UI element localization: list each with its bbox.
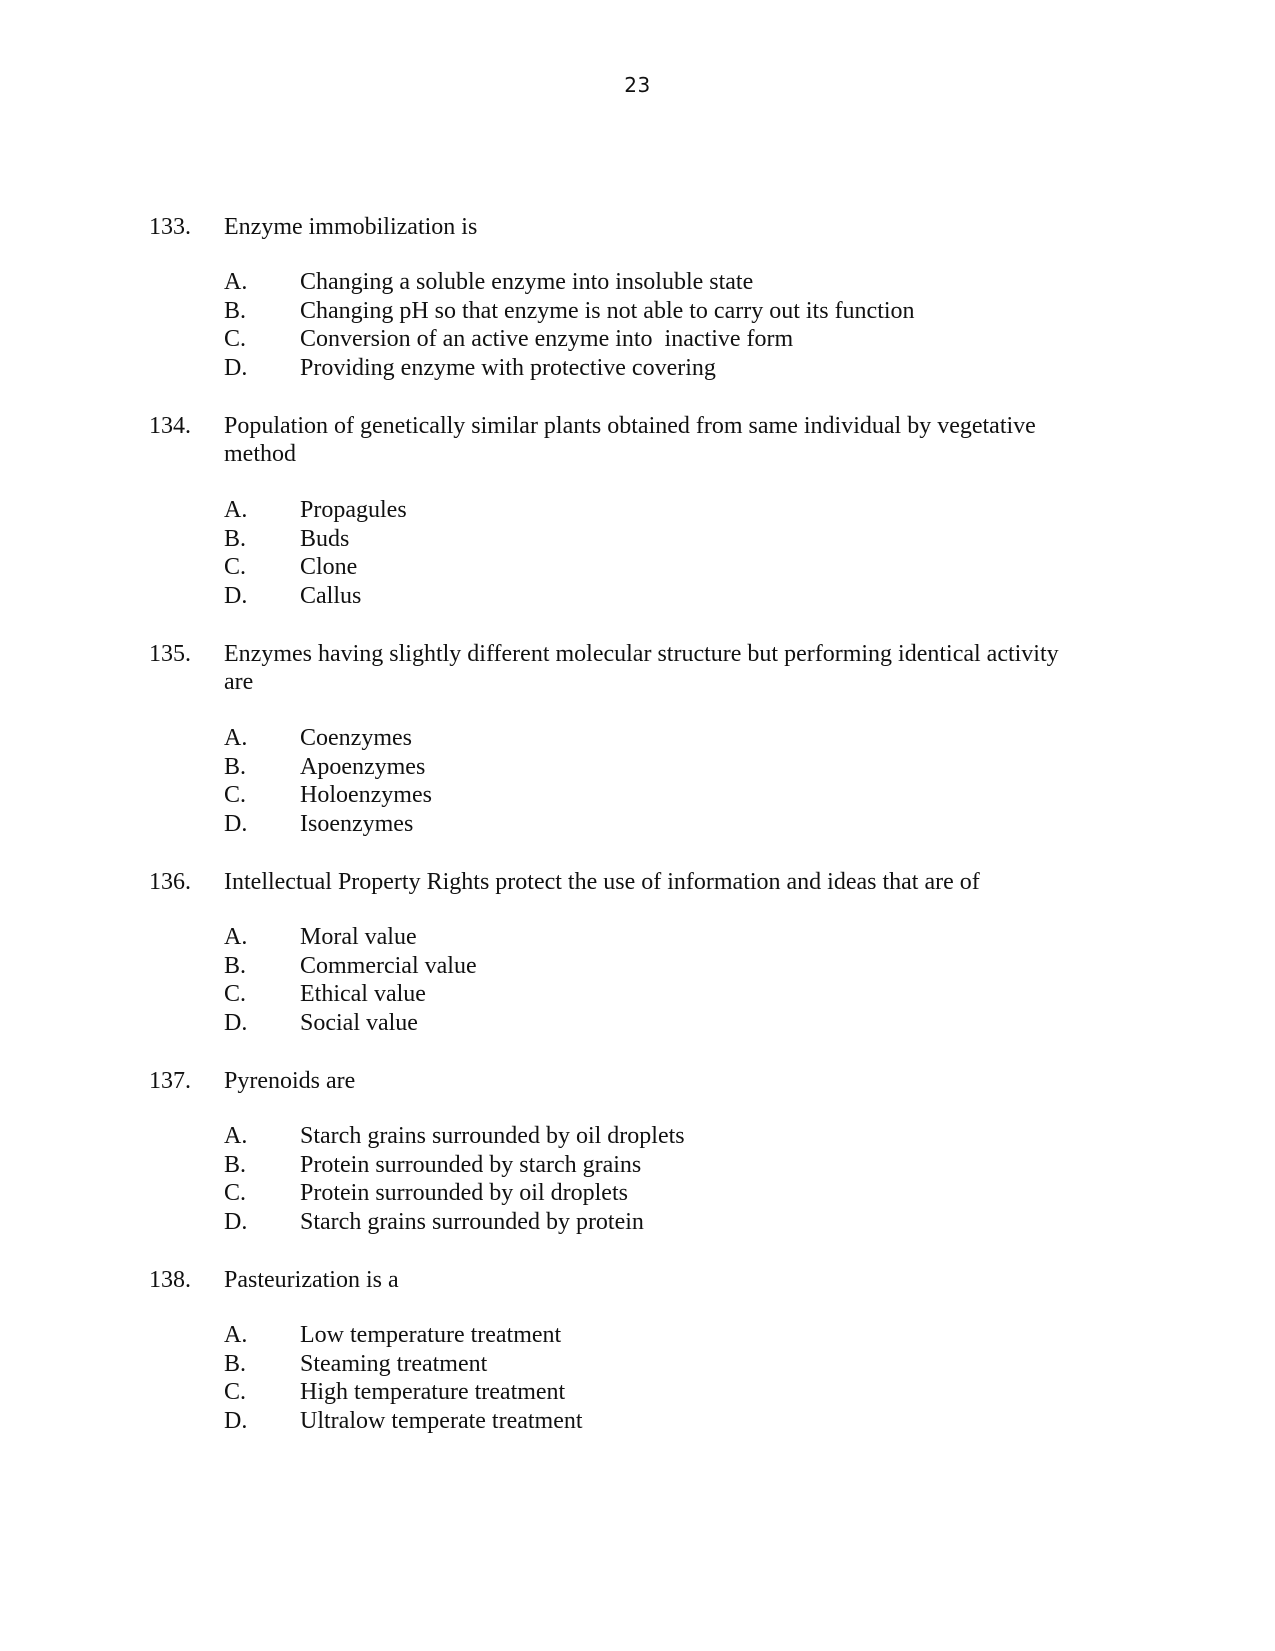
option-c	[0, 1378, 1275, 1407]
option-letter: A.	[224, 924, 248, 950]
option-letter: B.	[224, 297, 247, 324]
option-list	[0, 724, 1275, 838]
option-letter: C.	[224, 782, 247, 808]
option-text: Social value	[300, 1009, 418, 1036]
question-number: 134.	[149, 413, 191, 439]
option-text: Providing enzyme with protective covering	[300, 354, 716, 381]
option-list	[0, 496, 1275, 610]
question-text: Pasteurization is a	[224, 1267, 399, 1293]
option-list	[0, 923, 1275, 1037]
option-text: Apoenzymes	[300, 753, 426, 780]
option-b	[0, 1350, 1275, 1379]
option-letter: C.	[224, 326, 247, 352]
option-letter: A.	[224, 1123, 248, 1149]
option-a	[0, 1321, 1275, 1350]
question-text: Enzymes having slightly different molecular structure but performing identical activity are	[224, 641, 1059, 695]
option-letter: B.	[224, 952, 247, 979]
option-list	[0, 1122, 1275, 1236]
option-text: Isoenzymes	[300, 810, 414, 837]
option-a	[0, 724, 1275, 753]
option-text: Clone	[300, 554, 358, 580]
option-d	[0, 810, 1275, 839]
option-b	[0, 297, 1275, 326]
question-text: Pyrenoids are	[224, 1068, 356, 1094]
option-text: Propagules	[300, 497, 407, 523]
option-text: Protein surrounded by oil droplets	[300, 1180, 628, 1206]
option-text: Coenzymes	[300, 725, 412, 751]
option-d	[0, 582, 1275, 611]
option-c	[0, 553, 1275, 582]
option-text: Ethical value	[300, 981, 426, 1007]
option-text: Conversion of an active enzyme into inactive form	[300, 326, 794, 352]
option-b	[0, 753, 1275, 782]
option-text: Protein surrounded by starch grains	[300, 1151, 642, 1178]
option-letter: B.	[224, 1350, 247, 1377]
option-letter: C.	[224, 981, 247, 1007]
option-a	[0, 1122, 1275, 1151]
option-text: Changing a soluble enzyme into insoluble state	[300, 269, 754, 295]
question-number: 138.	[149, 1267, 191, 1293]
option-list	[0, 268, 1275, 382]
page-number: 23	[624, 73, 651, 97]
option-letter: A.	[224, 1322, 248, 1348]
option-text: High temperature treatment	[300, 1379, 566, 1405]
option-letter: D.	[224, 810, 248, 837]
option-text: Changing pH so that enzyme is not able to carry out its function	[300, 297, 915, 324]
option-text: Low temperature treatment	[300, 1322, 562, 1348]
option-list	[0, 1321, 1275, 1435]
option-text: Callus	[300, 582, 362, 609]
option-text: Ultralow temperate treatment	[300, 1407, 583, 1434]
option-c	[0, 781, 1275, 810]
option-letter: D.	[224, 1009, 248, 1036]
option-letter: A.	[224, 497, 248, 523]
option-b	[0, 1151, 1275, 1180]
option-c	[0, 1179, 1275, 1208]
option-letter: C.	[224, 554, 247, 580]
option-text: Starch grains surrounded by oil droplets	[300, 1123, 685, 1149]
question-text: Enzyme immobilization is	[224, 214, 478, 240]
option-d	[0, 1208, 1275, 1237]
option-a	[0, 496, 1275, 525]
option-text: Holoenzymes	[300, 782, 432, 808]
option-letter: D.	[224, 1208, 248, 1235]
option-letter: C.	[224, 1180, 247, 1206]
option-letter: B.	[224, 753, 247, 780]
option-c	[0, 325, 1275, 354]
option-d	[0, 1407, 1275, 1436]
option-letter: D.	[224, 354, 248, 381]
option-letter: D.	[224, 582, 248, 609]
option-text: Starch grains surrounded by protein	[300, 1208, 644, 1235]
option-letter: B.	[224, 1151, 247, 1178]
option-text: Buds	[300, 525, 350, 552]
question-text: Intellectual Property Rights protect the use of information and ideas that are of	[224, 869, 980, 895]
option-a	[0, 268, 1275, 297]
option-letter: D.	[224, 1407, 248, 1434]
option-letter: B.	[224, 525, 247, 552]
question-number: 136.	[149, 869, 191, 895]
option-a	[0, 923, 1275, 952]
option-d	[0, 1009, 1275, 1038]
option-text: Steaming treatment	[300, 1350, 488, 1377]
question-number: 137.	[149, 1068, 191, 1094]
question-number: 135.	[149, 641, 191, 667]
option-letter: A.	[224, 269, 248, 295]
option-letter: C.	[224, 1379, 247, 1405]
question-text: Population of genetically similar plants obtained from same individual by vegetative method	[224, 413, 1036, 467]
option-b	[0, 952, 1275, 981]
option-c	[0, 980, 1275, 1009]
option-text: Moral value	[300, 924, 417, 950]
option-d	[0, 354, 1275, 383]
option-text: Commercial value	[300, 952, 477, 979]
option-letter: A.	[224, 725, 248, 751]
option-b	[0, 525, 1275, 554]
question-number: 133.	[149, 214, 191, 240]
